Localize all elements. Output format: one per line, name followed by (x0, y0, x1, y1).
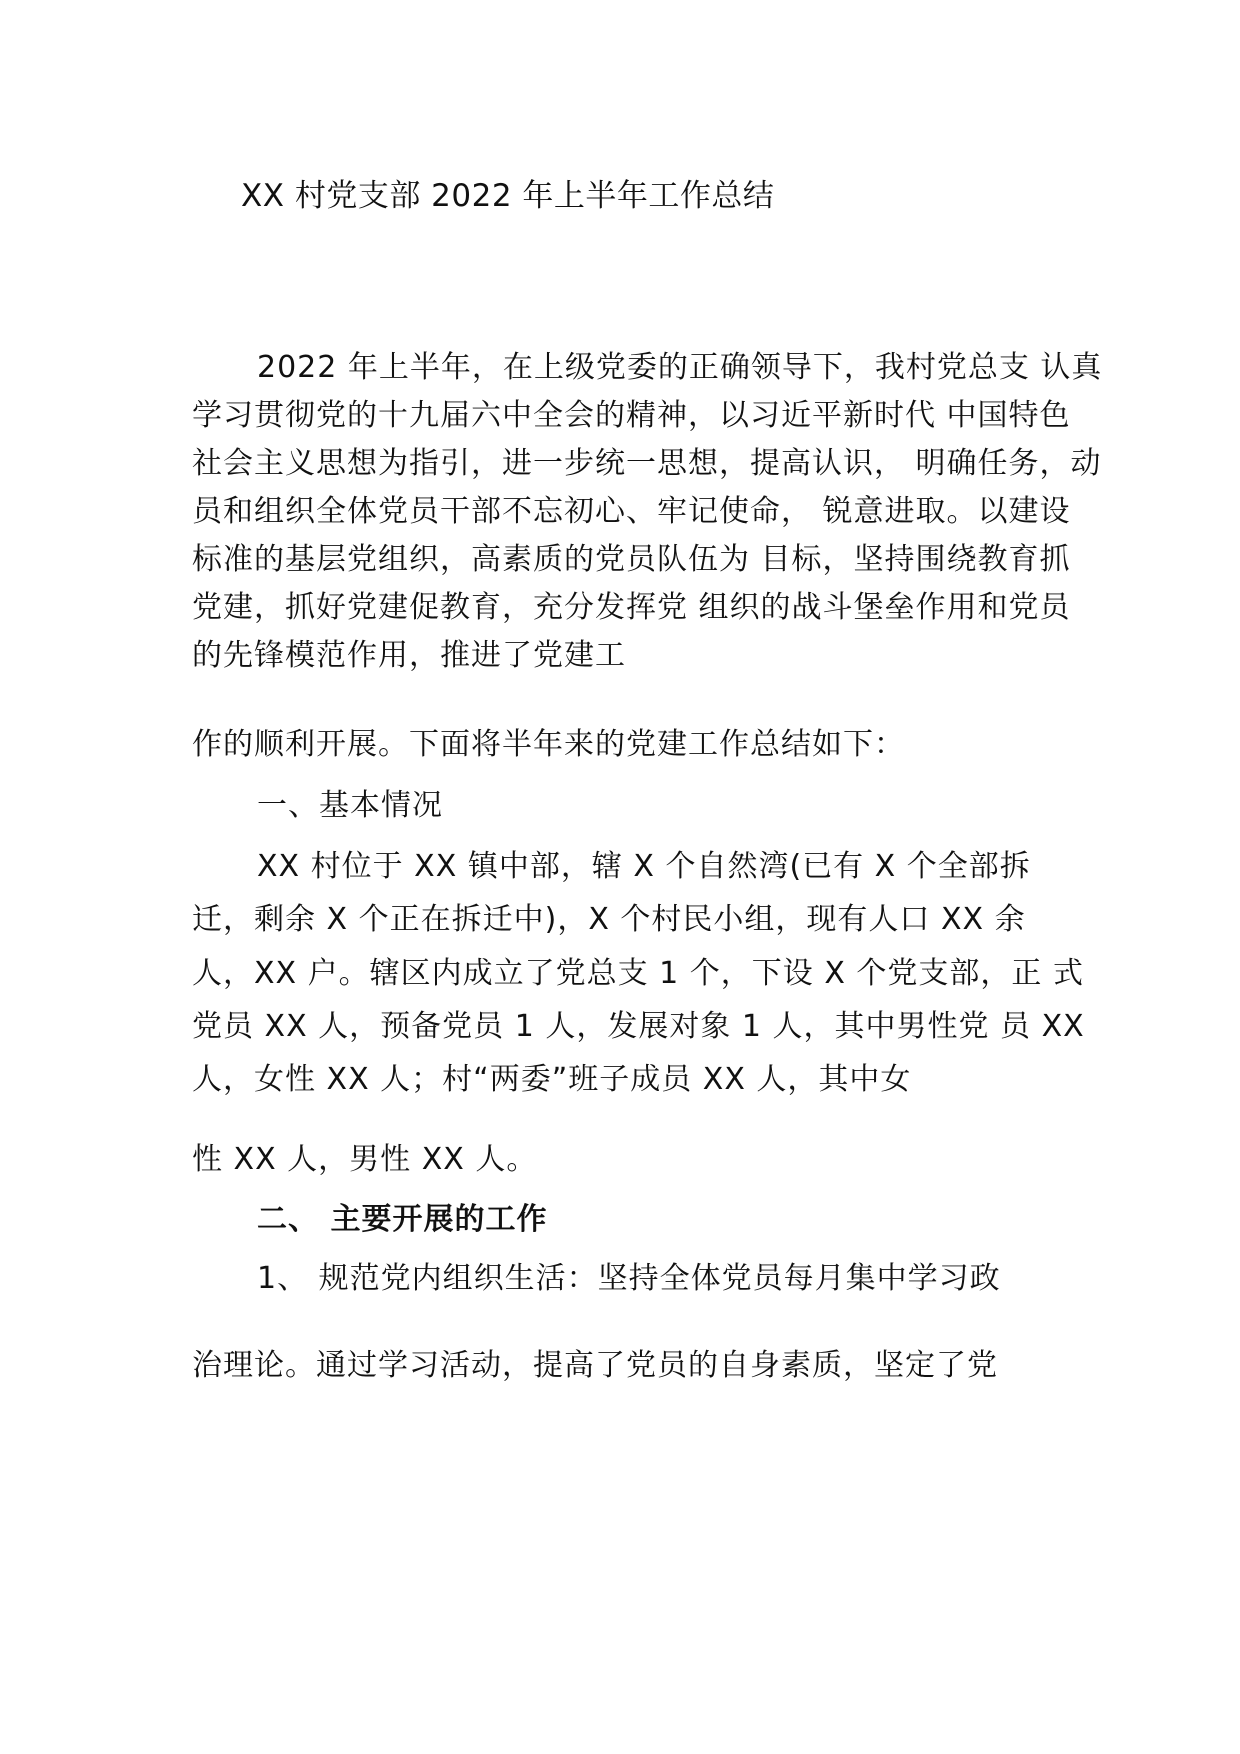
paragraph-line: 社会主义思想为指引，进一步统一思想，提高认识， 明确任务，动 (192, 446, 1102, 481)
paragraph-line: 员和组织全体党员干部不忘初心、牢记使命， 锐意进取。以建设 (192, 494, 1071, 529)
paragraph-line: 党员 XX 人，预备党员 1 人，发展对象 1 人，其中男性党 员 XX (192, 1009, 1085, 1044)
paragraph-line: 标准的基层党组织，高素质的党员队伍为 目标，坚持围绕教育抓 (192, 542, 1071, 577)
paragraph-line: 学习贯彻党的十九届六中全会的精神，以习近平新时代 中国特色 (192, 398, 1071, 433)
list-item: 1、 规范党内组织生活：坚持全体党员每月集中学习政 (257, 1261, 1001, 1296)
document-title: XX 村党支部 2022 年上半年工作总结 (241, 178, 775, 214)
paragraph-line: 人，女性 XX 人；村“两委”班子成员 XX 人，其中女 (192, 1062, 912, 1097)
paragraph-line: 2022 年上半年，在上级党委的正确领导下，我村党总支 认真 (257, 350, 1103, 385)
paragraph-line: 人，XX 户。辖区内成立了党总支 1 个，下设 X 个党支部，正 式 (192, 956, 1084, 991)
paragraph-line: 的先锋模范作用，推进了党建工 (192, 638, 626, 673)
paragraph-line: 党建，抓好党建促教育，充分发挥党 组织的战斗堡垒作用和党员 (192, 590, 1071, 625)
section-heading: 二、 主要开展的工作 (257, 1202, 548, 1237)
paragraph-line: 作的顺利开展。下面将半年来的党建工作总结如下： (192, 727, 905, 762)
paragraph-line: 性 XX 人，男性 XX 人。 (192, 1142, 538, 1177)
paragraph-line: XX 村位于 XX 镇中部，辖 X 个自然湾(已有 X 个全部拆 (257, 849, 1031, 884)
paragraph-line: 治理论。通过学习活动，提高了党员的自身素质，坚定了党 (192, 1348, 998, 1383)
section-heading: 一、基本情况 (257, 788, 443, 823)
paragraph-line: 迁，剩余 X 个正在拆迁中)，X 个村民小组，现有人口 XX 余 (192, 902, 1026, 937)
